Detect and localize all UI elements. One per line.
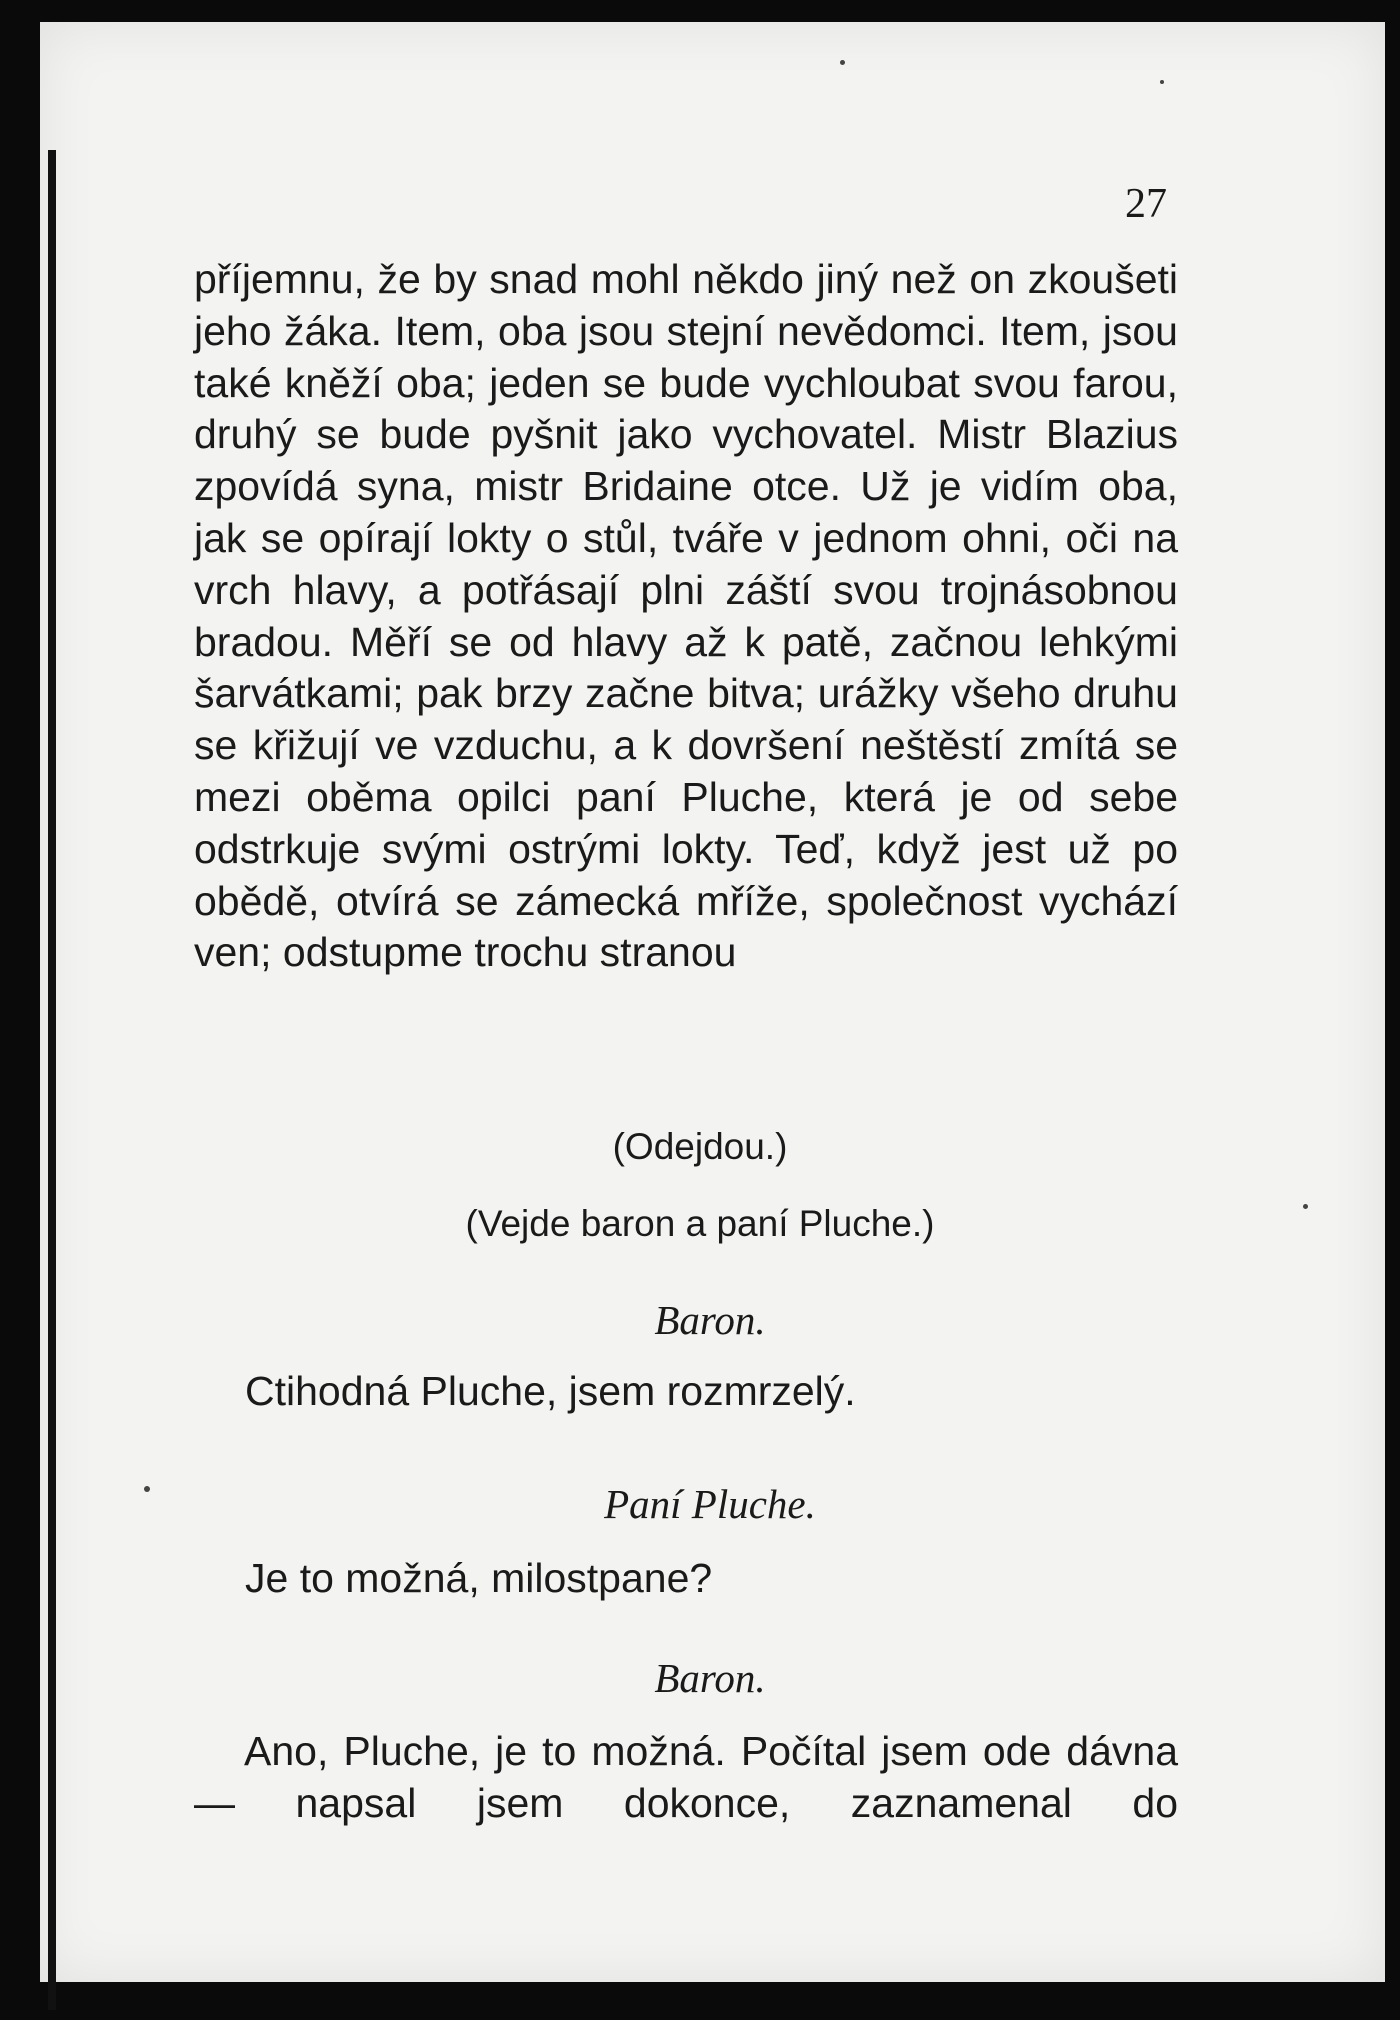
stage-direction-exit: (Odejdou.)	[612, 1126, 788, 1167]
stage-direction-enter: (Vejde baron a paní Pluche.)	[465, 1203, 935, 1244]
dialogue-line: Ctihodná Pluche, jsem rozmrzelý.	[245, 1368, 856, 1414]
speaker-name: Baron.	[654, 1655, 766, 1701]
binding-gutter	[48, 150, 56, 2010]
speaker-name: Baron.	[654, 1297, 766, 1343]
scan-speck	[1160, 80, 1164, 84]
scan-speck	[144, 1486, 150, 1492]
narrative-paragraph: příjemnu, že by snad mohl někdo jiný než on zkoušeti jeho žáka. Item, oba jsou stejní nevědomci. Item, jsou také kněží oba; jeden se bude vychloubat svou farou, druhý se bude pyšnit jako vychovatel. Mistr Blazius zpovídá syna, mistr Bridaine otce. Už je vidím oba, jak se opírají lokty o stůl, tváře v jednom ohni, oči na vrch hlavy, a potřásají plni záští svou trojnásobnou bradou. Měří se od hlavy až k patě, začnou lehkými šarvátkami; pak brzy začne bitva; urážky všeho druhu se křižují ve vzduchu, a k dovršení neštěstí zmítá se mezi oběma opilci paní Pluche, která je od sebe odstrkuje svými ostrými lokty. Teď, když jest už po obědě, otvírá se zámecká mříže, společnost vychází ven; odstupme trochu stranou	[194, 256, 1178, 976]
dialogue-line: Ano, Pluche, je to možná. Počítal jsem ode dávna — napsal jsem dokonce, zaznamenal do	[194, 1728, 1178, 1826]
dialogue-line: Je to možná, milostpane?	[245, 1555, 713, 1601]
page-number: 27	[1125, 181, 1167, 227]
scan-speck	[1303, 1204, 1308, 1209]
speaker-name: Paní Pluche.	[604, 1481, 816, 1527]
scan-speck	[840, 60, 845, 65]
